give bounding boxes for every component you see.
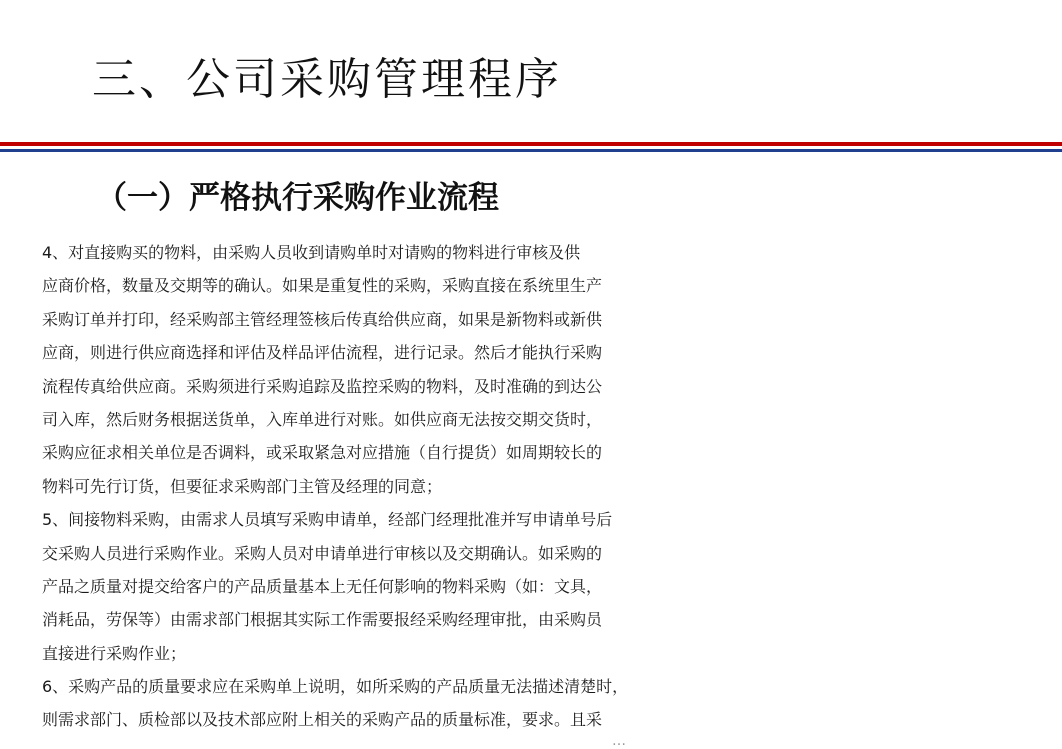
body-line: 直接进行采购作业； xyxy=(42,643,187,663)
body-line: 采购订单并打印，经采购部主管经理签核后传真给供应商，如果是新物料或新供 xyxy=(42,309,603,329)
body-line: 4、对直接购买的物料，由采购人员收到请购单时对请购的物料进行审核及供 xyxy=(42,243,581,262)
body-line: 6、采购产品的质量要求应在采购单上说明，如所采购的产品质量无法描述清楚时， xyxy=(42,677,629,697)
body-line: 产品之质量对提交给客户的产品质量基本上无任何影响的物料采购（如：文具， xyxy=(42,576,603,596)
body-line: 采购应征求相关单位是否调料，或采取紧急对应措施（自行提货）如周期较长的 xyxy=(42,443,603,463)
body-line: 司入库，然后财务根据送货单，入库单进行对账。如供应商无法按交期交货时， xyxy=(42,409,603,429)
body-line: 应商，则进行供应商选择和评估及样品评估流程，进行记录。然后才能执行采购 xyxy=(42,343,603,363)
section-heading: （一）严格执行采购作业流程 xyxy=(96,180,499,216)
body-line: 物料可先行订货，但要征求采购部门主管及经理的同意； xyxy=(42,476,443,496)
body-line: 交采购人员进行采购作业。采购人员对申请单进行审核以及交期确认。如采购的 xyxy=(42,543,603,563)
body-line: 则需求部门、质检部以及技术部应附上相关的采购产品的质量标准，要求。且采 xyxy=(42,710,603,730)
body-line: 流程传真给供应商。采购须进行采购追踪及监控采购的物料，及时准确的到达公 xyxy=(42,376,603,396)
header-divider-blue xyxy=(0,149,1062,152)
body-text xyxy=(42,236,1062,737)
footer-fragment: … xyxy=(612,733,626,749)
page-title: 三、公司采购管理程序 xyxy=(92,54,562,105)
body-line: 消耗品，劳保等）由需求部门根据其实际工作需要报经采购经理审批，由采购员 xyxy=(42,610,603,630)
body-line: 应商价格，数量及交期等的确认。如果是重复性的采购，采购直接在系统里生产 xyxy=(42,276,603,296)
body-line: 5、间接物料采购，由需求人员填写采购申请单，经部门经理批准并写申请单号后 xyxy=(42,510,613,530)
